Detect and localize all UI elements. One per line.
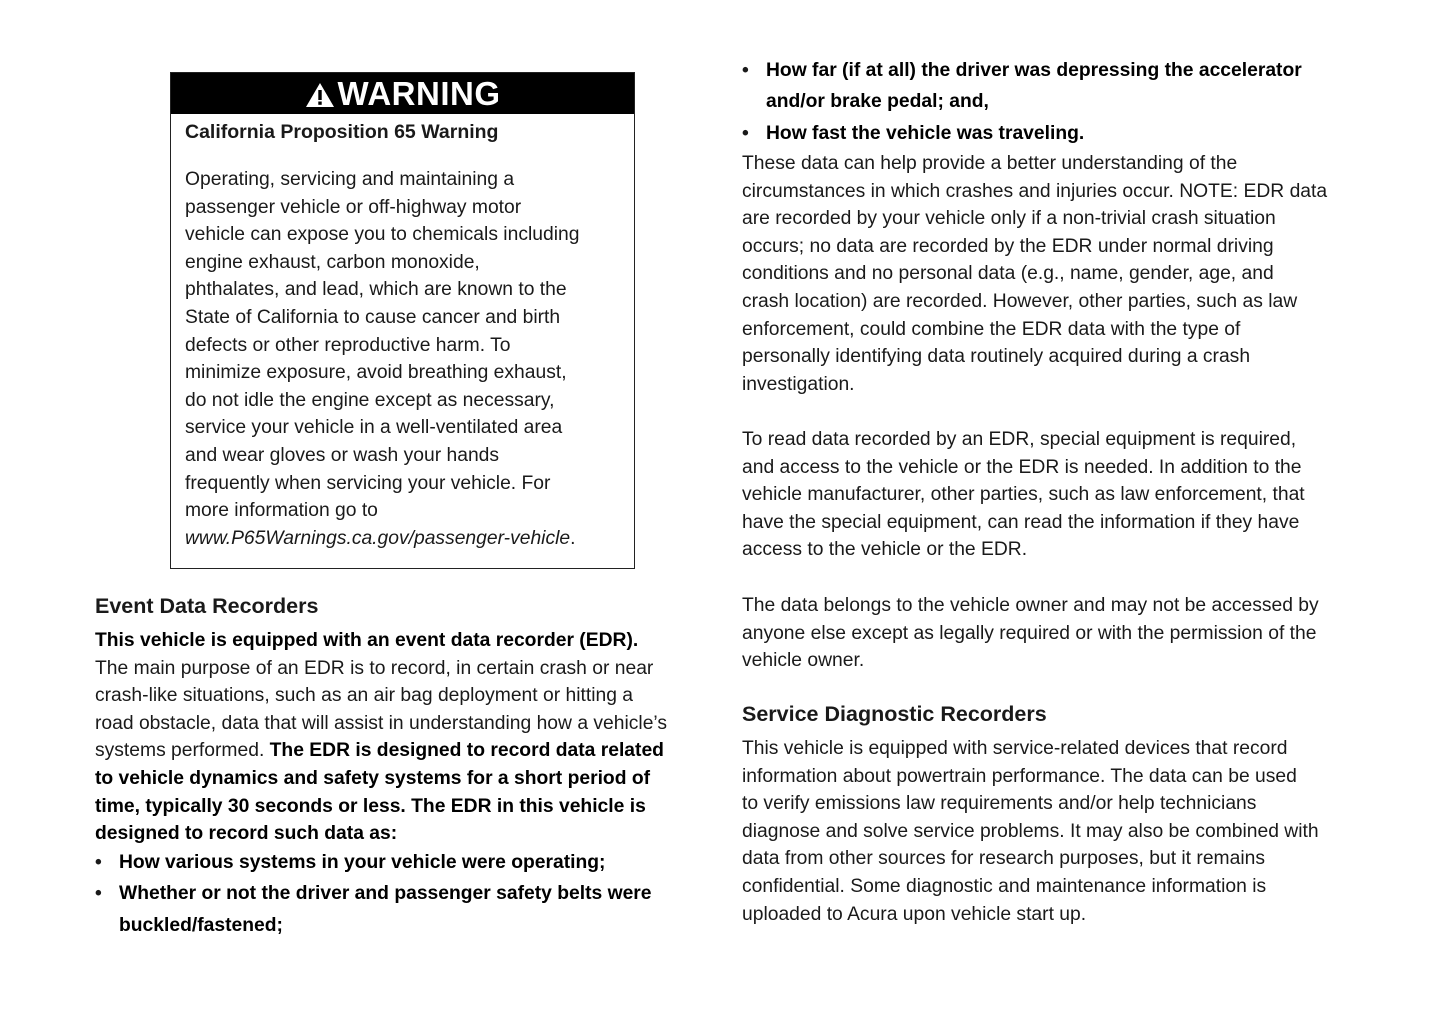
text-segment: minimize exposure, avoid breathing exhaust,: [185, 362, 567, 384]
bullet-continuation: [742, 86, 1302, 117]
text-segment: phthalates, and lead, which are known to the: [185, 279, 567, 301]
text-segment: service your vehicle in a well-ventilated area: [185, 417, 563, 439]
text-segment: are recorded by your vehicle only if a non-trivial crash situation: [742, 208, 1276, 230]
bullet-icon: •: [742, 60, 749, 81]
warning-title: WARNING: [337, 74, 501, 112]
text-line: [95, 682, 667, 710]
text-segment: crash location) are recorded. However, other parties, such as law: [742, 290, 1298, 312]
bullet-icon: •: [95, 852, 102, 873]
text-segment: vehicle manufacturer, other parties, such as law enforcement, that: [742, 484, 1305, 506]
text-segment: This vehicle is equipped with service-related devices that record: [742, 738, 1288, 759]
sdr-heading: Service Diagnostic Recorders: [742, 702, 1047, 726]
text-line: [742, 901, 1319, 929]
text-segment: uploaded to Acura upon vehicle start up.: [742, 903, 1087, 925]
text-segment: frequently when servicing your vehicle. For: [185, 472, 551, 494]
text-line: [742, 873, 1319, 901]
text-line: [742, 647, 1319, 675]
text-segment: engine exhaust, carbon monoxide,: [185, 251, 480, 273]
warning-triangle-icon: [305, 82, 335, 108]
text-segment: Operating, servicing and maintaining a: [185, 169, 515, 190]
text-line: [185, 387, 579, 415]
edr-paragraph-1: [742, 150, 1327, 398]
text-segment: information about powertrain performance. The data can be used: [742, 765, 1297, 787]
text-segment: crash-like situations, such as an air bag deployment or hitting a: [95, 685, 634, 707]
edr-bullet-list-continued: [742, 55, 1302, 149]
warning-subtitle: California Proposition 65 Warning: [185, 121, 499, 143]
text-segment: The main purpose of an EDR is to record, in certain crash or near: [95, 657, 654, 679]
text-line: [95, 737, 667, 765]
edr-paragraph-3: [742, 592, 1319, 675]
text-line: [742, 592, 1319, 620]
text-segment: personally identifying data routinely acquired during a crash: [742, 346, 1251, 368]
bullet-icon: •: [742, 122, 749, 144]
text-segment: enforcement, could combine the EDR data with the type of: [742, 318, 1241, 340]
text-line: [95, 765, 667, 793]
text-line: [95, 793, 667, 821]
text-segment: defects or other reproductive harm. To: [185, 334, 511, 356]
edr-paragraph-2: [742, 426, 1305, 564]
text-line: [742, 178, 1327, 206]
text-line: [185, 194, 579, 222]
text-segment: buckled/fastened;: [119, 914, 283, 936]
text-line: [185, 442, 579, 470]
bullet-item: [742, 118, 1302, 149]
bullet-continuation: [95, 910, 652, 941]
text-line: [742, 735, 1319, 763]
text-segment: and access to the vehicle or the EDR is needed. In addition to the: [742, 456, 1302, 478]
text-segment: vehicle owner.: [742, 650, 865, 672]
text-segment: The EDR is designed to record data related: [269, 740, 664, 762]
text-line: [742, 790, 1319, 818]
text-line: [185, 332, 579, 360]
text-segment: State of California to cause cancer and birth: [185, 306, 561, 328]
warning-header: [171, 73, 634, 114]
text-segment: vehicle can expose you to chemicals including: [185, 224, 580, 246]
text-segment: conditions and no personal data (e.g., name, gender, age, and: [742, 263, 1274, 285]
text-segment: investigation.: [742, 373, 855, 395]
text-segment: How fast the vehicle was traveling.: [766, 122, 1085, 144]
text-line: [742, 205, 1327, 233]
text-line: [185, 359, 579, 387]
text-line: [95, 820, 667, 848]
text-segment: To read data recorded by an EDR, special equipment is required,: [742, 429, 1297, 450]
text-segment: anyone else except as legally required or with the permission of the: [742, 622, 1317, 644]
text-line: [185, 304, 579, 332]
text-segment: to verify emissions law requirements and/or help technicians: [742, 793, 1257, 815]
warning-body: [185, 166, 579, 552]
text-segment: These data can help provide a better understanding of the: [742, 153, 1238, 174]
text-line: [742, 371, 1327, 399]
text-line: [742, 233, 1327, 261]
text-line: [742, 426, 1305, 454]
edr-body: [95, 627, 667, 848]
text-line: [742, 481, 1305, 509]
text-segment: www.P65Warnings.ca.gov/passenger-vehicle: [185, 527, 571, 549]
text-segment: data from other sources for research purposes, but it remains: [742, 848, 1265, 870]
text-line: [185, 221, 579, 249]
text-line: [742, 316, 1327, 344]
text-segment: passenger vehicle or off-highway motor: [185, 196, 522, 218]
edr-bullet-list: [95, 847, 652, 941]
text-line: [185, 166, 579, 194]
bullet-item: [95, 847, 652, 878]
text-segment: and/or brake pedal; and,: [766, 91, 989, 113]
text-line: [742, 845, 1319, 873]
text-segment: time, typically 30 seconds or less. The EDR in this vehicle is: [95, 795, 646, 817]
text-segment: and wear gloves or wash your hands: [185, 444, 500, 466]
text-line: [185, 249, 579, 277]
text-line: [185, 470, 579, 498]
text-segment: have the special equipment, can read the information if they have: [742, 511, 1300, 533]
text-line: [742, 763, 1319, 791]
text-line: [742, 536, 1305, 564]
text-line: [742, 150, 1327, 178]
text-line: [95, 655, 667, 683]
text-segment: do not idle the engine except as necessary,: [185, 389, 555, 411]
text-segment: designed to record such data as:: [95, 823, 398, 845]
text-line: [742, 818, 1319, 846]
text-segment: confidential. Some diagnostic and maintenance information is: [742, 875, 1267, 897]
text-line: [742, 260, 1327, 288]
text-line: [185, 525, 579, 553]
edr-heading: Event Data Recorders: [95, 594, 319, 618]
text-segment: occurs; no data are recorded by the EDR under normal driving: [742, 235, 1274, 257]
text-line: [185, 414, 579, 442]
text-line: [742, 343, 1327, 371]
text-line: [742, 454, 1305, 482]
text-line: [95, 627, 667, 655]
text-segment: more information go to: [185, 500, 378, 522]
text-segment: Whether or not the driver and passenger safety belts were: [119, 883, 652, 905]
text-segment: road obstacle, data that will assist in understanding how a vehicle’s: [95, 712, 667, 734]
text-segment: diagnose and solve service problems. It may also be combined with: [742, 820, 1319, 842]
text-segment: .: [570, 527, 576, 549]
sdr-body: [742, 735, 1319, 928]
text-segment: to vehicle dynamics and safety systems for a short period of: [95, 767, 651, 789]
text-segment: circumstances in which crashes and injuries occur. NOTE: EDR data: [742, 180, 1328, 202]
bullet-item: [95, 878, 652, 909]
text-segment: systems performed.: [95, 740, 270, 762]
text-line: [742, 509, 1305, 537]
text-line: [742, 288, 1327, 316]
text-line: [185, 276, 579, 304]
bullet-item: [742, 55, 1302, 86]
text-segment: access to the vehicle or the EDR.: [742, 539, 1028, 561]
text-line: [185, 497, 579, 525]
text-segment: This vehicle is equipped with an event data recorder (EDR).: [95, 630, 639, 651]
text-segment: How far (if at all) the driver was depressing the accelerator: [766, 60, 1302, 81]
bullet-icon: •: [95, 883, 102, 905]
text-line: [742, 620, 1319, 648]
text-segment: The data belongs to the vehicle owner and may not be accessed by: [742, 595, 1319, 616]
text-segment: How various systems in your vehicle were operating;: [119, 852, 606, 873]
text-line: [95, 710, 667, 738]
